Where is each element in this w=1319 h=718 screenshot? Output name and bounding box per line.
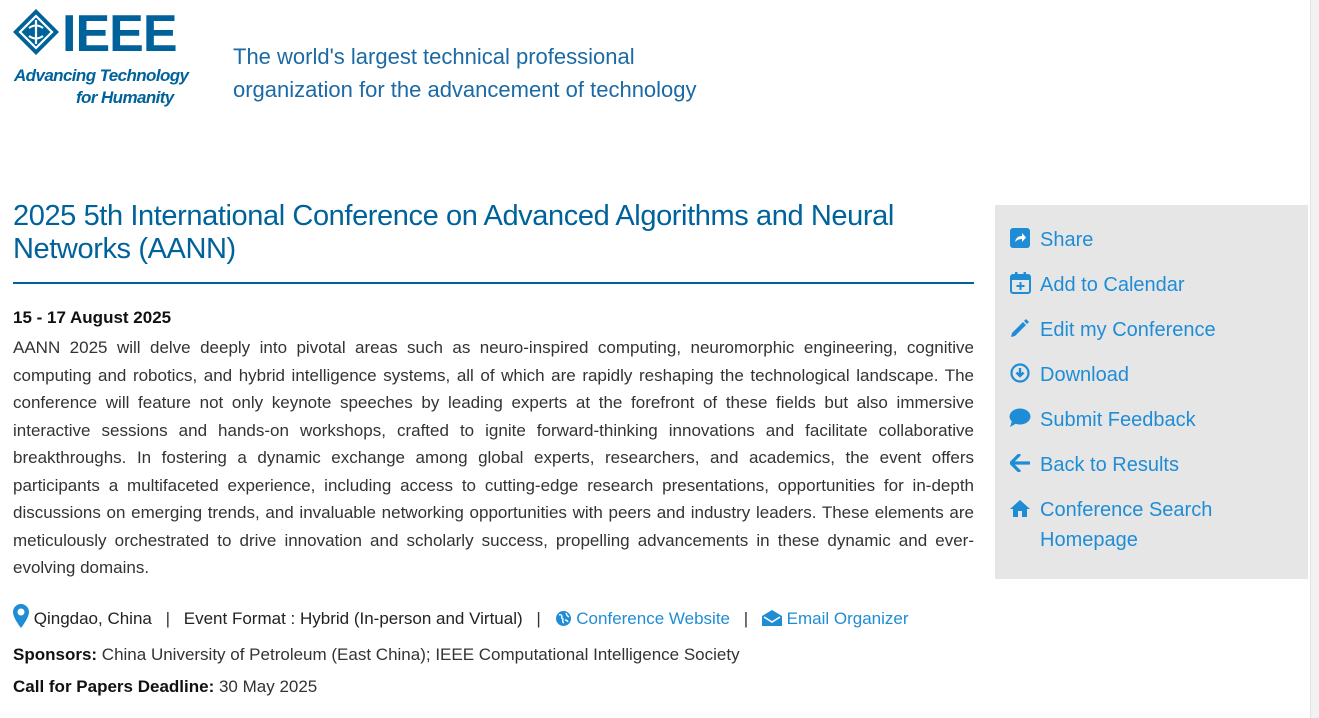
separator: | [536,608,541,628]
conference-meta [13,604,974,629]
conference-title: 2025 5th International Conference on Advanced Algorithms and Neural Networks (AANN) [13,200,974,284]
header-tagline [233,40,753,106]
separator: | [743,608,749,628]
ieee-diamond-icon [12,8,60,56]
conference-description: AANN 2025 will delve deeply into pivotal areas such as neuro-inspired computing, neuromorphic engineering, cognitive computing and robotics, and hybrid intelligence systems, all of which are rapidly reshaping the technological landscape. The conference will feature not only keynote speeches by leading experts at the forefront of these fields but also immersive interactive sessions and hands-on workshops, crafted to ignite forward-thinking innovations and facilitate collaborative breakthroughs. In fostering a dynamic exchange among global experts, researchers, and academics, the event offers participants a multifaceted experience, including access to cutting-edge research presentations, opportunities for in-depth discussions on emerging trends, and invaluable networking opportunities with peers and industry leaders. These elements are meticulously orchestrated to drive innovation and scholarly success, propelling advancements in these dynamic and ever-evolving domains. [13,338,974,577]
share-label: Share [1040,229,1094,251]
submit-feedback-label: Submit Feedback [1040,409,1196,431]
download-icon [1008,361,1032,385]
deadline-row [13,677,974,697]
logo-wordmark: IEEE [62,5,177,63]
share-icon [1008,226,1032,250]
back-to-results-button[interactable] [1008,450,1308,495]
sponsors-label: Sponsors: [13,644,98,664]
logo-tagline-line-1: Advancing Technology [14,66,189,85]
separator: | [165,608,171,628]
sponsors-row [13,645,974,665]
arrow-left-icon [1008,451,1032,475]
share-button[interactable] [1008,225,1308,270]
deadline-label: Call for Papers Deadline: [13,676,215,696]
edit-my-conference-button[interactable] [1008,315,1308,360]
location-pin-icon [13,609,34,628]
sponsors-value: China University of Petroleum (East China); IEEE Computational Intelligence Society [101,644,740,664]
conference-details [13,200,974,697]
back-to-results-label: Back to Results [1040,454,1179,476]
add-to-calendar-label: Add to Calendar [1040,274,1185,296]
submit-feedback-button[interactable] [1008,405,1308,450]
add-to-calendar-button[interactable] [1008,270,1308,315]
pencil-icon [1008,316,1032,340]
globe-icon [555,609,577,628]
actions-sidebar [995,205,1308,579]
header-tagline-line-1: The world's largest technical professional [233,44,635,69]
edit-my-conference-label: Edit my Conference [1040,319,1216,341]
email-organizer-link[interactable]: Email Organizer [786,608,909,628]
home-icon [1008,496,1032,520]
conference-website-link[interactable]: Conference Website [576,608,730,628]
comment-icon [1008,406,1032,430]
download-button[interactable] [1008,360,1308,405]
conference-dates: 15 - 17 August 2025 [13,308,172,327]
location-text: Qingdao, China [33,608,152,628]
logo-tagline-line-2: for Humanity [76,88,174,107]
calendar-plus-icon [1008,271,1032,295]
scrollbar-track[interactable] [1310,0,1319,718]
deadline-value: 30 May 2025 [218,676,318,696]
conference-search-homepage-button[interactable] [1008,495,1308,565]
header-tagline-line-2: organization for the advancement of technology [233,77,697,102]
event-format-text: Event Format : Hybrid (In-person and Virtual) [183,608,523,628]
download-label: Download [1040,364,1129,386]
ieee-logo[interactable] [12,5,197,108]
envelope-icon [762,609,787,628]
conference-search-homepage-label: Conference Search Homepage [1040,499,1213,551]
